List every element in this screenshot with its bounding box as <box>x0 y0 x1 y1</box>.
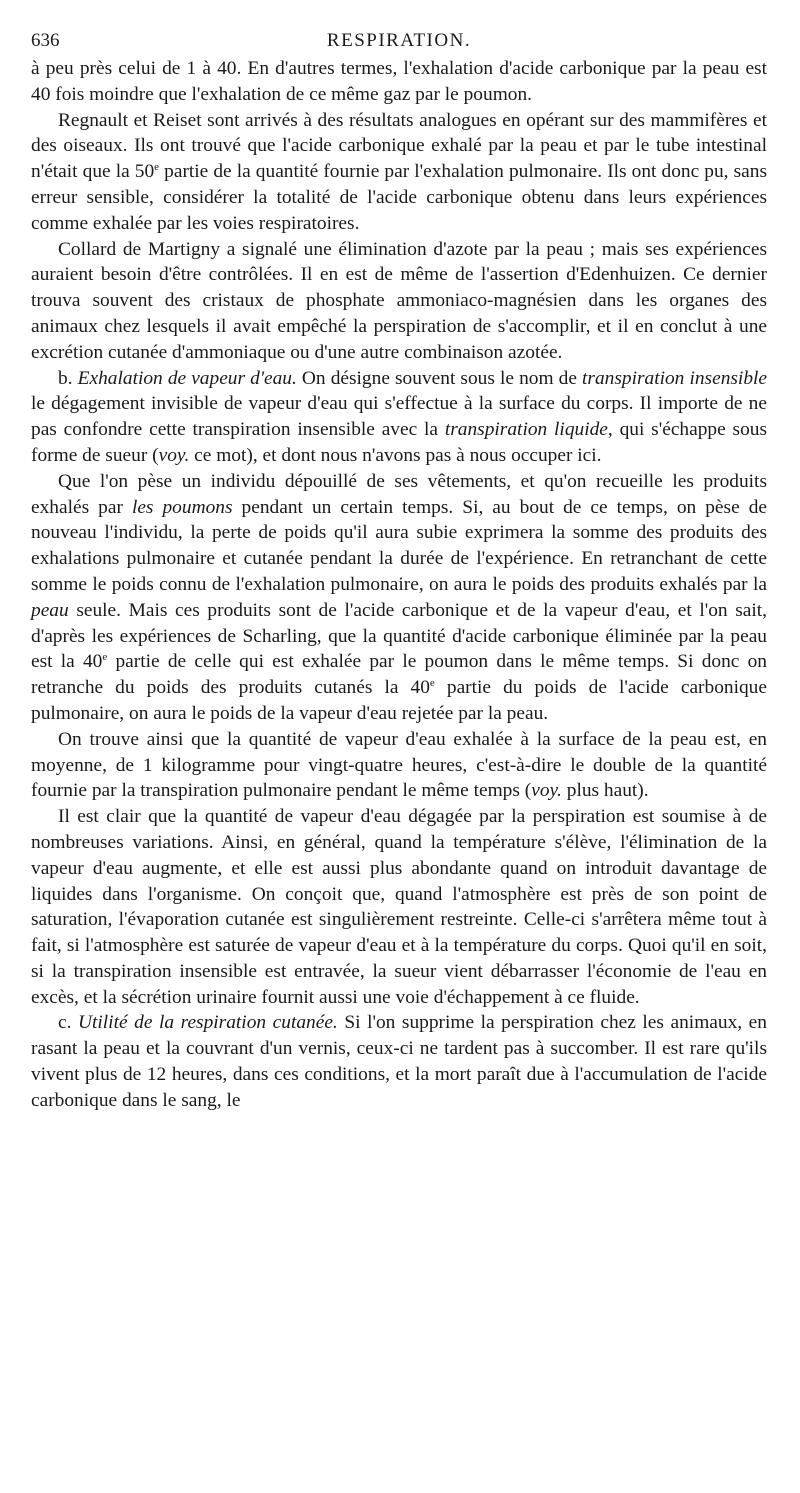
superscript: e <box>154 161 160 174</box>
italic-term: voy. <box>531 780 562 802</box>
text-run: Si l'on supprime la perspiration chez les animaux, en rasant la peau et la couvrant d'un vernis, ceux-ci ne tardent pas à succomber. Il est rare qu'ils vivent plus de 12 heures, dans ces conditions, et la mort paraît due à l'accumulation de l'acide carbonique dans le sang, le <box>31 1012 767 1111</box>
italic-term: peau <box>31 599 69 621</box>
paragraph-8 <box>31 1010 767 1113</box>
text-run: à peu près celui de 1 à 40. En d'autres termes, l'exhalation d'acide carbonique par la peau est 40 fois moindre que l'exhalation de ce même gaz par le poumon. <box>31 58 767 105</box>
italic-term: transpiration liquide <box>444 419 608 441</box>
superscript: e <box>102 651 108 664</box>
paragraph-3 <box>31 237 767 366</box>
text-run: On trouve ainsi que la quantité de vapeur d'eau exhalée à la surface de la peau est, en moyenne, de 1 kilogramme pour vingt-quatre heures, c'est-à-dire le double de la quantité fournie par la transpiration pulmonaire pendant le même temps ( <box>31 728 767 802</box>
book-page <box>31 26 767 1114</box>
superscript: e <box>429 677 435 690</box>
text-run: Regnault et Reiset sont arrivés à des résultats analogues en opérant sur des mammifères et des oiseaux. Ils ont trouvé que l'acide carbonique exhalé par la peau et par le tube intestinal n'était que la 50 <box>31 109 767 183</box>
text-run: Collard de Martigny a signalé une élimination d'azote par la peau ; mais ses expériences auraient besoin d'être contrôlées. Il en est de même de l'assertion d'Edenhuizen. Ce dernier trouva souvent des cristaux de phosphate ammoniaco-magnésien dans les organes des animaux chez lesquels il avait empêché la perspiration de s'accomplir, et il en conclut à une excrétion cutanée d'ammoniaque ou d'une autre combinaison azotée. <box>31 238 767 363</box>
text-run: partie de celle qui est exhalée par le poumon dans le même temps. Si donc on retranche du poids des produits cutanés la 40 <box>31 651 767 699</box>
section-heading-italic: Exhalation de vapeur d'eau. <box>77 367 297 389</box>
running-head <box>31 26 767 56</box>
text-run: b. <box>58 367 78 389</box>
page-number: 636 <box>31 30 60 51</box>
italic-term: les poumons <box>131 496 233 518</box>
text-run: Il est clair que la quantité de vapeur d'eau dégagée par la perspiration est soumise à de nombreuses variations. Ainsi, en général, quand la température s'élève, l'élimination de la vapeur d'eau augmente, et elle est aussi plus abondante quand on introduit davantage de liquides dans l'organisme. On conçoit que, quand l'atmosphère est près de son point de saturation, l'évaporation cutanée est singulièrement restreinte. Celle-ci s'arrêtera même tout à fait, si l'atmosphère est saturée de vapeur d'eau et à la température du corps. Quoi qu'il en soit, si la transpiration insensible est entravée, la sueur vient débarrasser l'économie de l'eau en excès, et la sécrétion urinaire fournit aussi une voie d'échappement à ce fluide. <box>31 806 767 1008</box>
paragraph-2 <box>31 108 767 237</box>
text-run: On désigne souvent sous le nom de <box>296 367 583 389</box>
italic-term: voy. <box>158 444 190 466</box>
paragraph-5 <box>31 469 767 727</box>
body-text <box>31 56 767 1114</box>
text-run: ce mot), et dont nous n'avons pas à nous occuper ici. <box>189 444 602 466</box>
paragraph-4 <box>31 366 767 469</box>
text-run: c. <box>58 1012 79 1034</box>
text-run: pendant un certain temps. Si, au bout de ce temps, on pèse de nouveau l'individu, la perte de poids qu'il aura subie exprimera la somme des produits des exhalations pulmonaire et cutanée pendant la durée de l'expérience. En retranchant de cette somme le poids connu de l'exhalation pulmonaire, on aura le poids des produits exhalés par la <box>31 496 768 595</box>
text-run: Que l'on pèse un individu dépouillé de ses vêtements, et qu'on recueille les produits exhalés par <box>31 470 767 518</box>
text-run: partie du poids de l'acide carbonique pulmonaire, on aura le poids de la vapeur d'eau rejetée par la peau. <box>31 677 767 724</box>
text-run: , qui s'échappe sous forme de sueur ( <box>31 419 768 466</box>
text-run: le dégagement invisible de vapeur d'eau qui s'effectue à la surface du corps. Il importe de ne pas confondre cette transpiration insensible avec la <box>31 393 767 441</box>
running-title: RESPIRATION. <box>326 30 472 51</box>
paragraph-6 <box>31 727 767 804</box>
paragraph-1 <box>31 56 767 108</box>
section-heading-italic: Utilité de la respiration cutanée. <box>78 1012 338 1034</box>
text-run: partie de la quantité fournie par l'exhalation pulmonaire. Ils ont donc pu, sans erreur sensible, considérer la totalité de l'acide carbonique obtenu dans leurs expériences comme exhalée par les voies respiratoires. <box>31 161 767 234</box>
italic-term: transpiration insensible <box>582 367 768 389</box>
paragraph-7 <box>31 804 767 1010</box>
text-run: seule. Mais ces produits sont de l'acide carbonique et de la vapeur d'eau, et l'on sait, d'après les expériences de Scharling, que la quantité d'acide carbonique éliminée par la peau est la 40 <box>31 599 767 673</box>
text-run: plus haut). <box>561 780 649 802</box>
